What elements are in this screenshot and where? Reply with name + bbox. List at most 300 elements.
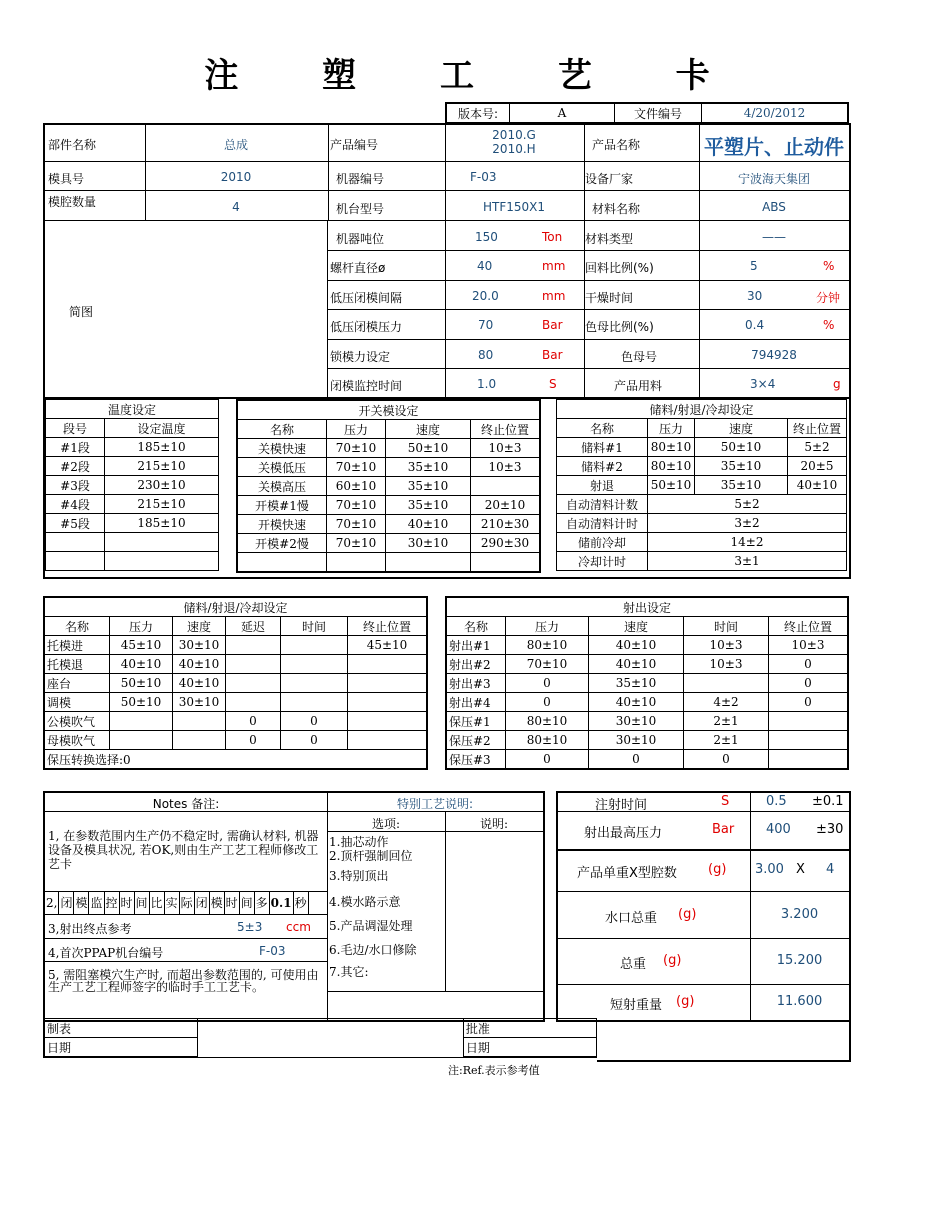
eject-row-cell: 公模吹气 bbox=[44, 712, 110, 731]
eject-row-cell: 30±10 bbox=[173, 636, 226, 655]
mold-row-cell: 35±10 bbox=[386, 458, 471, 477]
mold-row bbox=[237, 553, 540, 573]
dry-value: 30 bbox=[747, 289, 763, 303]
charge-header: 速度 bbox=[695, 419, 788, 438]
note-3-value: 5±3 bbox=[237, 920, 263, 934]
mold-row-cell: 30±10 bbox=[386, 534, 471, 553]
made-label: 制表 bbox=[44, 1019, 197, 1038]
charge-extra-value: 3±2 bbox=[648, 514, 847, 533]
note-2-row bbox=[45, 892, 327, 914]
eject-row-cell: 0 bbox=[226, 712, 281, 731]
inject-header: 终止位置 bbox=[769, 617, 849, 636]
note-2-cell: 模 bbox=[74, 892, 89, 914]
mat-type-label: 材料类型 bbox=[585, 232, 634, 246]
eject-row-cell bbox=[173, 731, 226, 750]
part-name-value: 总成 bbox=[223, 138, 248, 152]
regrind-value: 5 bbox=[750, 259, 758, 273]
note-2-cell: 闭 bbox=[59, 892, 74, 914]
temp-row-cell: 215±10 bbox=[105, 495, 219, 514]
footnote: 注:Ref.表示参考值 bbox=[448, 1064, 540, 1077]
charge-extra-row bbox=[557, 552, 847, 571]
mold-row-cell bbox=[471, 477, 541, 496]
charge-extra-label: 冷却计时 bbox=[557, 552, 648, 571]
inject-row-cell bbox=[684, 674, 769, 693]
charge-table bbox=[556, 399, 847, 571]
inject-row-cell: 射出#4 bbox=[446, 693, 506, 712]
notes-title: Notes 备注: bbox=[152, 797, 220, 811]
dry-unit: 分钟 bbox=[816, 291, 841, 305]
inject-row bbox=[446, 693, 848, 712]
charge-row-cell: 40±10 bbox=[788, 476, 847, 495]
mat-type-value: —— bbox=[762, 230, 786, 244]
mold-row-cell bbox=[237, 553, 327, 573]
eject-row-cell: 40±10 bbox=[173, 674, 226, 693]
inject-row-cell: 射出#2 bbox=[446, 655, 506, 674]
special-title: 特别工艺说明: bbox=[327, 795, 543, 812]
mold-row-cell: 10±3 bbox=[471, 458, 541, 477]
unit-weight-unit: (g) bbox=[708, 862, 727, 877]
temp-title: 温度设定 bbox=[46, 400, 219, 419]
charge-extra-label: 储前冷却 bbox=[557, 533, 648, 552]
inject-row-cell: 30±10 bbox=[589, 731, 684, 750]
eject-row-cell bbox=[348, 731, 428, 750]
eject-row-cell: 30±10 bbox=[173, 693, 226, 712]
temp-row-cell: #4段 bbox=[46, 495, 105, 514]
inject-row-cell: 35±10 bbox=[589, 674, 684, 693]
mb-value: 0.4 bbox=[745, 318, 765, 332]
temp-row-cell: #3段 bbox=[46, 476, 105, 495]
inject-row bbox=[446, 750, 848, 770]
eject-row bbox=[44, 693, 427, 712]
close-time-unit: S bbox=[549, 377, 557, 391]
machine-model-label: 机台型号 bbox=[336, 202, 385, 216]
eject-row-cell bbox=[281, 674, 348, 693]
cavity-label: 模腔数量 bbox=[48, 195, 97, 209]
eject-row-cell bbox=[348, 712, 428, 731]
eject-row-cell bbox=[226, 674, 281, 693]
charge-header: 压力 bbox=[648, 419, 695, 438]
maker-label: 设备厂家 bbox=[585, 172, 634, 186]
inject-row-cell: 2±1 bbox=[684, 731, 769, 750]
eject-row-cell: 40±10 bbox=[110, 655, 173, 674]
eject-header: 速度 bbox=[173, 617, 226, 636]
total-unit: (g) bbox=[663, 953, 682, 968]
charge-extra-row bbox=[557, 514, 847, 533]
eject-row-cell: 0 bbox=[226, 731, 281, 750]
eject-row-cell: 0 bbox=[281, 712, 348, 731]
note-2-cell: 监 bbox=[89, 892, 104, 914]
machine-no-value: F-03 bbox=[470, 170, 497, 184]
mold-row-cell: 20±10 bbox=[471, 496, 541, 515]
mold-row bbox=[237, 477, 540, 496]
charge-row bbox=[557, 438, 847, 457]
eject-row-cell bbox=[110, 712, 173, 731]
charge-row-cell: 50±10 bbox=[648, 476, 695, 495]
charge-header: 名称 bbox=[557, 419, 648, 438]
mb-unit: % bbox=[823, 318, 835, 332]
inject-header: 速度 bbox=[589, 617, 684, 636]
lp-gap-label: 低压闭模间隔 bbox=[330, 291, 403, 305]
inject-row-cell: 2±1 bbox=[684, 712, 769, 731]
mold-header: 压力 bbox=[327, 420, 386, 439]
temp-row bbox=[46, 552, 219, 571]
eject-row-cell: 40±10 bbox=[173, 655, 226, 674]
inject-header: 名称 bbox=[446, 617, 506, 636]
tonnage-label: 机器吨位 bbox=[336, 232, 385, 246]
temp-row bbox=[46, 514, 219, 533]
eject-row-cell bbox=[173, 712, 226, 731]
eject-row-cell bbox=[226, 693, 281, 712]
eject-row bbox=[44, 674, 427, 693]
file-no-label: 文件编号 bbox=[615, 103, 702, 123]
eject-row bbox=[44, 655, 427, 674]
eject-header: 终止位置 bbox=[348, 617, 428, 636]
special-option-label: 选项: bbox=[371, 817, 401, 831]
note-2-cell: 时 bbox=[225, 892, 240, 914]
temp-row-cell: 185±10 bbox=[105, 514, 219, 533]
lp-gap-unit: mm bbox=[542, 289, 566, 303]
sign-right-cell bbox=[597, 1018, 851, 1062]
close-time-label: 闭模监控时间 bbox=[330, 379, 403, 393]
x-label: X bbox=[796, 862, 805, 877]
inject-row-cell: 保压#2 bbox=[446, 731, 506, 750]
screw-value: 40 bbox=[477, 259, 493, 273]
eject-row-cell: 调模 bbox=[44, 693, 110, 712]
charge-row-cell: 储料#1 bbox=[557, 438, 648, 457]
charge-row-cell: 80±10 bbox=[648, 457, 695, 476]
mold-row-cell: 70±10 bbox=[327, 458, 386, 477]
eject-footer: 保压转换选择:0 bbox=[44, 750, 427, 770]
special-desc-label: 说明: bbox=[479, 817, 509, 831]
note-1: 1, 在参数范围内生产仍不稳定时, 需确认材料, 机器设备及模具状况, 若OK,则由生产工艺工程师修改工艺卡 bbox=[48, 829, 319, 871]
charge-extra-value: 3±1 bbox=[648, 552, 847, 571]
charge-row bbox=[557, 457, 847, 476]
inject-row bbox=[446, 636, 848, 655]
eject-table bbox=[43, 596, 428, 770]
charge-row-cell: 5±2 bbox=[788, 438, 847, 457]
charge-extra-value: 14±2 bbox=[648, 533, 847, 552]
total-label: 总重 bbox=[620, 957, 647, 972]
eject-row-cell bbox=[281, 636, 348, 655]
note-2-cell: 控 bbox=[105, 892, 120, 914]
mold-row-cell bbox=[471, 553, 541, 573]
charge-row-cell: 35±10 bbox=[695, 457, 788, 476]
lp-press-value: 70 bbox=[478, 318, 494, 332]
temp-row-cell bbox=[46, 533, 105, 552]
notes-block bbox=[43, 791, 545, 1022]
inject-row-cell: 40±10 bbox=[589, 693, 684, 712]
tonnage-value: 150 bbox=[475, 230, 498, 244]
eject-row-cell: 托模进 bbox=[44, 636, 110, 655]
special-item: 7.其它: bbox=[329, 965, 369, 979]
temp-row bbox=[46, 457, 219, 476]
runner-unit: (g) bbox=[678, 907, 697, 922]
lp-press-label: 低压闭模压力 bbox=[330, 320, 403, 334]
inj-time-tol: ±0.1 bbox=[812, 794, 844, 809]
mold-row bbox=[237, 496, 540, 515]
charge-extra-value: 5±2 bbox=[648, 495, 847, 514]
inject-row-cell: 40±10 bbox=[589, 655, 684, 674]
temp-row bbox=[46, 533, 219, 552]
lp-gap-value: 20.0 bbox=[472, 289, 499, 303]
charge-row bbox=[557, 476, 847, 495]
temp-row-cell bbox=[46, 552, 105, 571]
inject-row bbox=[446, 655, 848, 674]
cavity-value: 4 bbox=[232, 200, 240, 214]
note-2-cell: 际 bbox=[180, 892, 195, 914]
mold-row-cell: 开模#2慢 bbox=[237, 534, 327, 553]
inject-row-cell: 0 bbox=[684, 750, 769, 770]
note-2-cell: 模 bbox=[210, 892, 225, 914]
usage-value: 3×4 bbox=[750, 377, 776, 391]
inj-time-unit: S bbox=[721, 794, 730, 809]
max-press-value: 400 bbox=[766, 822, 791, 837]
eject-row-cell bbox=[281, 655, 348, 674]
temp-table bbox=[45, 399, 219, 571]
special-item: 4.模水路示意 bbox=[329, 895, 401, 909]
note-4-label: 4,首次PPAP机台编号 bbox=[48, 946, 164, 960]
temp-row-cell: 230±10 bbox=[105, 476, 219, 495]
mold-row-cell: 70±10 bbox=[327, 534, 386, 553]
mold-no-value: 2010 bbox=[220, 170, 252, 184]
mold-row bbox=[237, 439, 540, 458]
usage-label: 产品用料 bbox=[614, 379, 663, 393]
special-item: 6.毛边/水口修除 bbox=[329, 943, 417, 957]
date2-label: 日期 bbox=[463, 1038, 596, 1058]
temp-row-cell bbox=[105, 552, 219, 571]
eject-header: 时间 bbox=[281, 617, 348, 636]
special-item: 2.顶杆强制回位 bbox=[329, 849, 413, 863]
eject-row-cell bbox=[226, 655, 281, 674]
clamp-unit: Bar bbox=[542, 348, 563, 362]
inject-row-cell: 30±10 bbox=[589, 712, 684, 731]
temp-row-cell: 185±10 bbox=[105, 438, 219, 457]
temp-row-cell bbox=[105, 533, 219, 552]
temp-row bbox=[46, 476, 219, 495]
runner-label: 水口总重 bbox=[605, 911, 658, 926]
mold-row-cell: 50±10 bbox=[386, 439, 471, 458]
inject-row-cell: 10±3 bbox=[684, 636, 769, 655]
header-table bbox=[445, 102, 849, 123]
eject-row-cell bbox=[348, 693, 428, 712]
inject-row bbox=[446, 712, 848, 731]
clamp-value: 80 bbox=[478, 348, 494, 362]
temp-row-cell: #1段 bbox=[46, 438, 105, 457]
temp-row-cell: 215±10 bbox=[105, 457, 219, 476]
mold-header: 名称 bbox=[237, 420, 327, 439]
mold-row bbox=[237, 534, 540, 553]
lp-press-unit: Bar bbox=[542, 318, 563, 332]
inj-time-label: 注射时间 bbox=[595, 798, 648, 813]
screw-unit: mm bbox=[542, 259, 566, 273]
mold-row-cell bbox=[327, 553, 386, 573]
eject-row-cell bbox=[348, 674, 428, 693]
note-3-unit: ccm bbox=[286, 920, 311, 934]
mold-no-label: 模具号 bbox=[48, 172, 85, 186]
eject-row-cell: 0 bbox=[281, 731, 348, 750]
charge-row-cell: 20±5 bbox=[788, 457, 847, 476]
inj-time-value: 0.5 bbox=[766, 794, 787, 809]
inject-row-cell: 80±10 bbox=[506, 636, 589, 655]
note-2-cell: 闭 bbox=[195, 892, 210, 914]
mold-row-cell: 关模低压 bbox=[237, 458, 327, 477]
inject-row-cell: 0 bbox=[769, 674, 849, 693]
color-no-label: 色母号 bbox=[621, 350, 658, 364]
mold-row-cell: 290±30 bbox=[471, 534, 541, 553]
mold-row-cell: 开模快速 bbox=[237, 515, 327, 534]
mold-table bbox=[236, 399, 541, 573]
inject-row-cell: 80±10 bbox=[506, 712, 589, 731]
note-2-cell: 实 bbox=[165, 892, 180, 914]
eject-row-cell bbox=[281, 693, 348, 712]
note-2-cell: 多 bbox=[255, 892, 270, 914]
mb-label: 色母比例(%) bbox=[585, 320, 654, 334]
material-label: 材料名称 bbox=[592, 202, 641, 216]
mold-row-cell: 35±10 bbox=[386, 496, 471, 515]
eject-row-cell bbox=[348, 655, 428, 674]
note-2-cell: 间 bbox=[240, 892, 255, 914]
approve-label: 批准 bbox=[463, 1019, 596, 1038]
temp-header: 段号 bbox=[46, 419, 105, 438]
inject-row-cell: 0 bbox=[506, 674, 589, 693]
regrind-label: 回料比例(%) bbox=[585, 261, 654, 275]
date-label: 日期 bbox=[44, 1038, 197, 1058]
mold-row-cell: 关模快速 bbox=[237, 439, 327, 458]
charge-row-cell: 35±10 bbox=[695, 476, 788, 495]
charge-extra-label: 自动清料计时 bbox=[557, 514, 648, 533]
unit-weight-label: 产品单重X型腔数 bbox=[577, 866, 677, 881]
unit-weight-cav: 4 bbox=[826, 862, 835, 877]
inject-row-cell: 4±2 bbox=[684, 693, 769, 712]
inject-row-cell: 40±10 bbox=[589, 636, 684, 655]
eject-row-cell: 45±10 bbox=[348, 636, 428, 655]
version-value: A bbox=[510, 103, 615, 123]
eject-row-cell: 托模退 bbox=[44, 655, 110, 674]
mold-row-cell: 10±3 bbox=[471, 439, 541, 458]
note-2-cell: 比 bbox=[150, 892, 165, 914]
inject-row-cell: 保压#3 bbox=[446, 750, 506, 770]
mold-row-cell: 70±10 bbox=[327, 515, 386, 534]
eject-header: 压力 bbox=[110, 617, 173, 636]
charge-row-cell: 储料#2 bbox=[557, 457, 648, 476]
eject-row-cell bbox=[226, 636, 281, 655]
inject-row-cell: 80±10 bbox=[506, 731, 589, 750]
sign-table bbox=[43, 1018, 597, 1058]
eject-row-cell: 45±10 bbox=[110, 636, 173, 655]
charge-row-cell: 80±10 bbox=[648, 438, 695, 457]
mold-row-cell: 关模高压 bbox=[237, 477, 327, 496]
eject-row-cell: 50±10 bbox=[110, 693, 173, 712]
unit-weight-value: 3.00 bbox=[755, 862, 784, 877]
inject-row-cell: 0 bbox=[506, 750, 589, 770]
short-unit: (g) bbox=[676, 994, 695, 1009]
info-block bbox=[43, 123, 851, 399]
mold-row-cell bbox=[386, 553, 471, 573]
inject-header: 时间 bbox=[684, 617, 769, 636]
short-value: 11.600 bbox=[776, 994, 823, 1009]
regrind-unit: % bbox=[823, 259, 835, 273]
product-name-label: 产品名称 bbox=[592, 138, 641, 152]
total-value: 15.200 bbox=[776, 953, 823, 968]
special-item: 1.抽芯动作 bbox=[329, 835, 389, 849]
mold-row-cell: 60±10 bbox=[327, 477, 386, 496]
product-no-value-2: 2010.H bbox=[492, 142, 536, 156]
eject-row-cell bbox=[110, 731, 173, 750]
charge-row-cell: 50±10 bbox=[695, 438, 788, 457]
inject-row-cell: 0 bbox=[589, 750, 684, 770]
note-4-value: F-03 bbox=[259, 944, 286, 958]
machine-no-label: 机器编号 bbox=[336, 172, 385, 186]
inject-row-cell bbox=[769, 750, 849, 770]
temp-row-cell: #5段 bbox=[46, 514, 105, 533]
note-2-cell: 秒 bbox=[294, 892, 309, 914]
inject-row-cell: 保压#1 bbox=[446, 712, 506, 731]
tonnage-unit: Ton bbox=[542, 230, 563, 244]
product-name-value: 平塑片、止动件 bbox=[704, 135, 844, 159]
note-5: 5, 需阻塞模穴生产时, 而超出参数范围的, 可使用由生产工艺工程师签字的临时手工工艺卡。 bbox=[48, 968, 319, 994]
mold-row-cell: 开模#1慢 bbox=[237, 496, 327, 515]
clamp-label: 锁模力设定 bbox=[330, 350, 391, 364]
eject-title: 储料/射退/冷却设定 bbox=[44, 597, 427, 617]
special-item: 5.产品调湿处理 bbox=[329, 919, 413, 933]
inject-row-cell: 射出#3 bbox=[446, 674, 506, 693]
eject-row bbox=[44, 636, 427, 655]
note-2-cell: 时 bbox=[120, 892, 135, 914]
inject-row-cell: 10±3 bbox=[769, 636, 849, 655]
inject-row-cell bbox=[769, 712, 849, 731]
inject-row bbox=[446, 731, 848, 750]
charge-extra-row bbox=[557, 495, 847, 514]
color-no-value: 794928 bbox=[751, 348, 797, 362]
eject-row bbox=[44, 731, 427, 750]
machine-model-value: HTF150X1 bbox=[482, 200, 545, 214]
mold-row-cell: 70±10 bbox=[327, 496, 386, 515]
screw-label: 螺杆直径ø bbox=[330, 261, 386, 275]
temp-row bbox=[46, 495, 219, 514]
inject-header: 压力 bbox=[506, 617, 589, 636]
charge-row-cell: 射退 bbox=[557, 476, 648, 495]
sketch-label: 简图 bbox=[69, 305, 94, 319]
inject-row-cell: 0 bbox=[506, 693, 589, 712]
mold-row-cell: 40±10 bbox=[386, 515, 471, 534]
temp-header: 设定温度 bbox=[105, 419, 219, 438]
note-2-cell: 2, bbox=[45, 892, 59, 914]
eject-row-cell: 座台 bbox=[44, 674, 110, 693]
file-no-value: 4/20/2012 bbox=[702, 103, 849, 123]
inject-title: 射出设定 bbox=[446, 597, 848, 617]
summary-block bbox=[556, 791, 851, 1022]
charge-extra-row bbox=[557, 533, 847, 552]
max-press-tol: ±30 bbox=[816, 822, 844, 837]
runner-value: 3.200 bbox=[780, 907, 819, 922]
max-press-label: 射出最高压力 bbox=[584, 826, 663, 841]
maker-value: 宁波海天集团 bbox=[737, 172, 810, 186]
close-time-value: 1.0 bbox=[477, 377, 497, 391]
part-name-label: 部件名称 bbox=[48, 138, 97, 152]
max-press-unit: Bar bbox=[712, 822, 735, 837]
page-title: 注 塑 工 艺 卡 bbox=[204, 56, 746, 96]
product-no-label: 产品编号 bbox=[330, 138, 379, 152]
inject-row-cell: 0 bbox=[769, 693, 849, 712]
mold-row-cell: 70±10 bbox=[327, 439, 386, 458]
note-2-cell: 0.1 bbox=[270, 892, 294, 914]
mold-header: 终止位置 bbox=[471, 420, 541, 439]
mold-row-cell: 35±10 bbox=[386, 477, 471, 496]
charge-header: 终止位置 bbox=[788, 419, 847, 438]
charge-title: 储料/射退/冷却设定 bbox=[557, 400, 847, 419]
inject-row-cell: 10±3 bbox=[684, 655, 769, 674]
mold-row bbox=[237, 515, 540, 534]
